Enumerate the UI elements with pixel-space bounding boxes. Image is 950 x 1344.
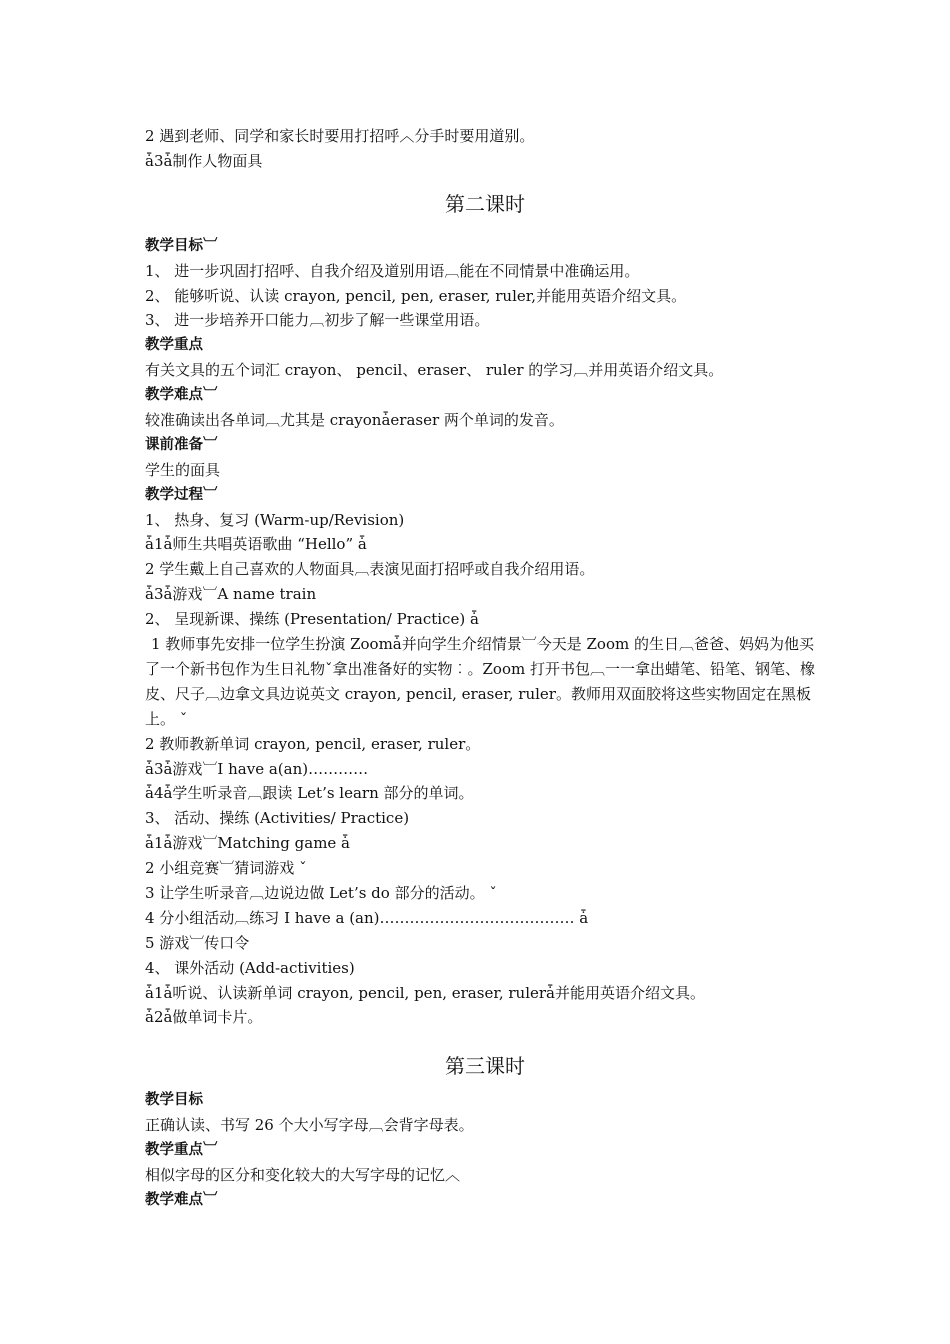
process-line: 2 学生戴上自己喜欢的人物面具︹表演见面打招呼或自我介绍用语。 bbox=[145, 560, 595, 579]
lesson2-goal-3: 3、 进一步培养开口能力︹初步了解一些课堂用语。 bbox=[145, 311, 490, 330]
process-line: 4、 课外活动 (Add-activities) bbox=[145, 958, 355, 977]
process-line: 3 让学生听录音︹边说边做 Let’s do 部分的活动。 ˇ bbox=[145, 884, 497, 902]
process-line: ǡ2ǡ做单词卡片。 bbox=[145, 1008, 263, 1027]
process-line: 2、 呈现新课、操练 (Presentation/ Practice) ǡ bbox=[145, 610, 479, 629]
process-line: 2 教师教新单词 crayon, pencil, eraser, ruler。 bbox=[145, 734, 481, 753]
document-page bbox=[145, 124, 825, 1213]
process-line: 5 游戏︺传口令 bbox=[145, 933, 250, 952]
lesson2-process-title: 教学过程︺ bbox=[145, 486, 218, 503]
lesson3-key-title: 教学重点︺ bbox=[145, 1142, 218, 1159]
lesson2-difficulty-text: 较准确读出各单词︹尤其是 crayonǡeraser 两个单词的发音。 bbox=[145, 411, 564, 430]
lesson2-goal-2: 2、 能够听说、认读 crayon, pencil, pen, eraser, ruler,并能用英语介绍文具。 bbox=[145, 286, 687, 305]
process-line: ǡ3ǡ游戏︺I have a(an)………… bbox=[145, 759, 369, 778]
lesson2-difficulty-title: 教学难点︺ bbox=[145, 387, 218, 404]
process-line: ǡ1ǡ听说、认读新单词 crayon, pencil, pen, eraser, rulerǡ并能用英语介绍文具。 bbox=[145, 983, 706, 1002]
process-line: ǡ3ǡ游戏︺A name train bbox=[145, 585, 317, 604]
lesson2-goals-title: 教学目标︺ bbox=[145, 237, 218, 254]
presentation-paragraph: 1 教师事先安排一位学生扮演 Zoomǡ并向学生介绍情景︺今天是 Zoom 的生日︹爸爸、妈妈为他买了一个新书包作为生日礼物ˇ拿出准备好的实物︰。Zoom 打开书包︹一一拿出蜡笔、铅笔、钢笔、橡皮、尺子︹边拿文具边说英文 crayon, pencil, eraser, ruler。教师用双面胶将这些实物固定在黑板上。 ˇ bbox=[145, 635, 815, 728]
lesson3-goals-text: 正确认读、书写 26 个大小写字母︹会背字母表。 bbox=[145, 1116, 474, 1135]
process-line: 2 小组竞赛︺猜词游戏 ˇ bbox=[145, 859, 307, 878]
lesson3-heading: 第三课时 bbox=[445, 1054, 525, 1079]
lesson2-key-text: 有关文具的五个词汇 crayon、 pencil、eraser、 ruler 的学习︹并用英语介绍文具。 bbox=[145, 361, 724, 380]
process-line: 3、 活动、操练 (Activities/ Practice) bbox=[145, 809, 410, 828]
lesson3-difficulty-title: 教学难点︺ bbox=[145, 1191, 218, 1208]
lesson1-line-2: ǡ3ǡ制作人物面具 bbox=[145, 151, 263, 170]
lesson2-heading: 第二课时 bbox=[445, 191, 525, 216]
lesson1-line-1: 2 遇到老师、同学和家长时要用打招呼︿分手时要用道别。 bbox=[145, 127, 535, 145]
process-line: ǡ1ǡ游戏︺Matching game ǡ bbox=[145, 834, 351, 853]
process-line: 4 分小组活动︹练习 I have a (an)………………………………… ǡ bbox=[145, 908, 589, 927]
lesson2-key-title: 教学重点 bbox=[145, 337, 203, 354]
process-line: 1、 热身、复习 (Warm-up/Revision) bbox=[145, 510, 405, 529]
lesson3-key-text: 相似字母的区分和变化较大的大写字母的记忆︿ bbox=[145, 1166, 461, 1185]
lesson2-prep-text: 学生的面具 bbox=[145, 460, 221, 479]
lesson2-goal-1: 1、 进一步巩固打招呼、自我介绍及道别用语︹能在不同情景中准确运用。 bbox=[145, 261, 640, 280]
process-line: ǡ4ǡ学生听录音︹跟读 Let’s learn 部分的单词。 bbox=[145, 784, 474, 803]
lesson2-prep-title: 课前准备︺ bbox=[145, 436, 218, 453]
process-line: ǡ1ǡ师生共唱英语歌曲 “Hello” ǡ bbox=[145, 535, 367, 554]
lesson3-goals-title: 教学目标 bbox=[145, 1092, 203, 1109]
